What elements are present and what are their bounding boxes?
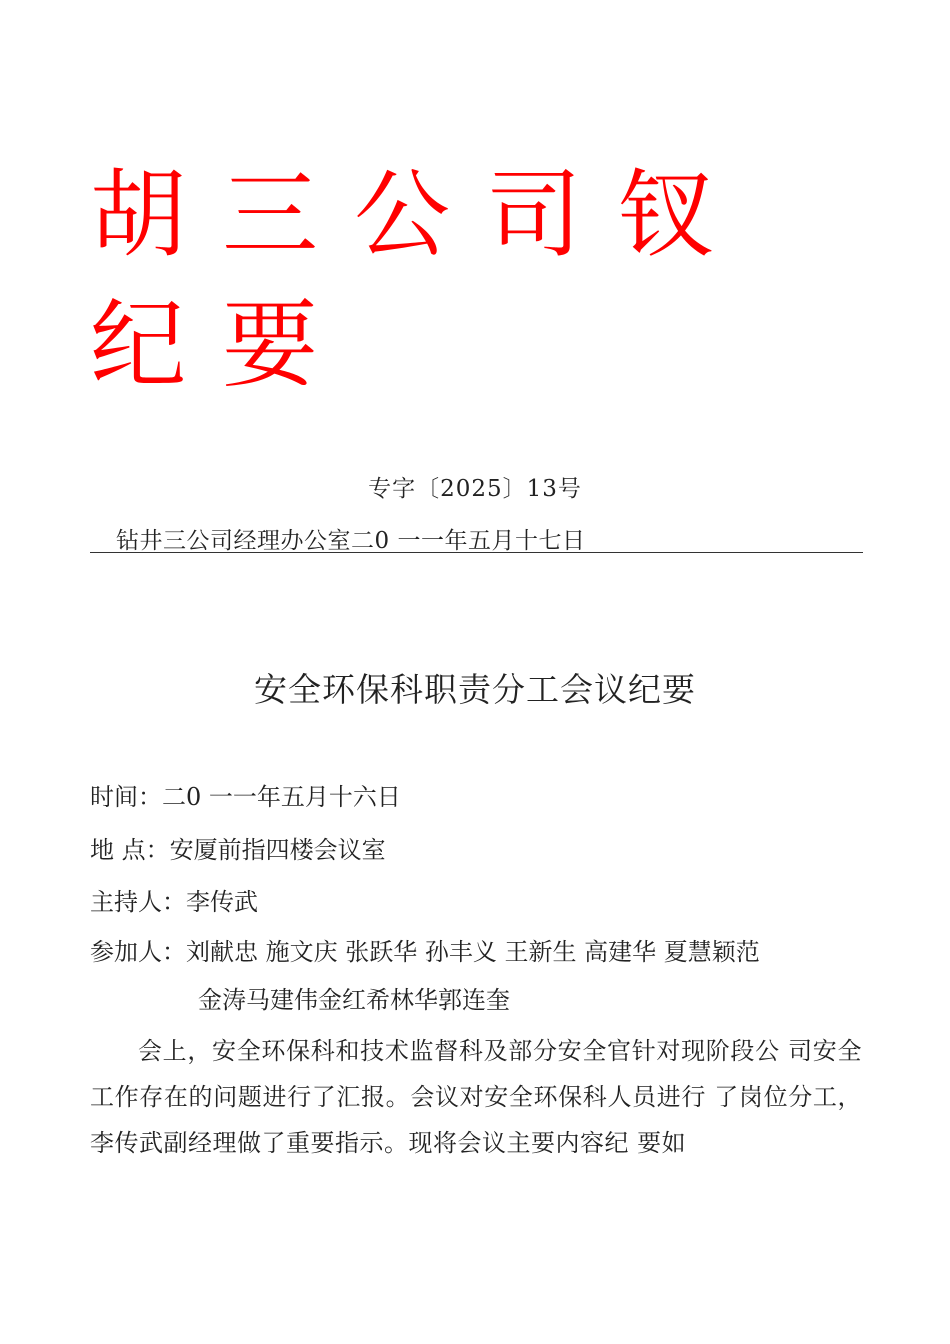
meeting-host: 主持人：李传武 [90,888,258,916]
attendees-names-1: 刘献忠 施文庆 张跃华 孙丰义 王新生 高建华 夏慧颖范 [186,938,760,966]
attendees-line-2: 金涛马建伟金红希林华郭连奎 [198,986,510,1014]
red-header-title: 胡三公司钗纪要 [90,159,750,401]
meeting-time: 时间：二0 一一年五月十六日 [90,783,401,811]
meeting-title: 安全环保科职责分工会议纪要 [254,670,696,709]
meeting-place: 地 点：安厦前指四楼会议室 [90,836,386,864]
attendees-label: 参加人： [90,938,186,966]
attendees-line-1 [90,932,760,967]
document-number: 专字〔2025〕13号 [368,476,582,502]
body-paragraph: 会上，安全环保科和技术监督科及部分安全官针对现阶段公 司安全工作存在的问题进行了汇报。会议对安全环保科人员进行 了岗位分工，李传武副经理做了重要指示。现将会议主要内容纪 要如 [90,1037,862,1157]
issuer-and-date: 钻井三公司经理办公室二0 一一年五月十七日 [116,528,586,554]
issuer-rule-line [90,522,863,553]
